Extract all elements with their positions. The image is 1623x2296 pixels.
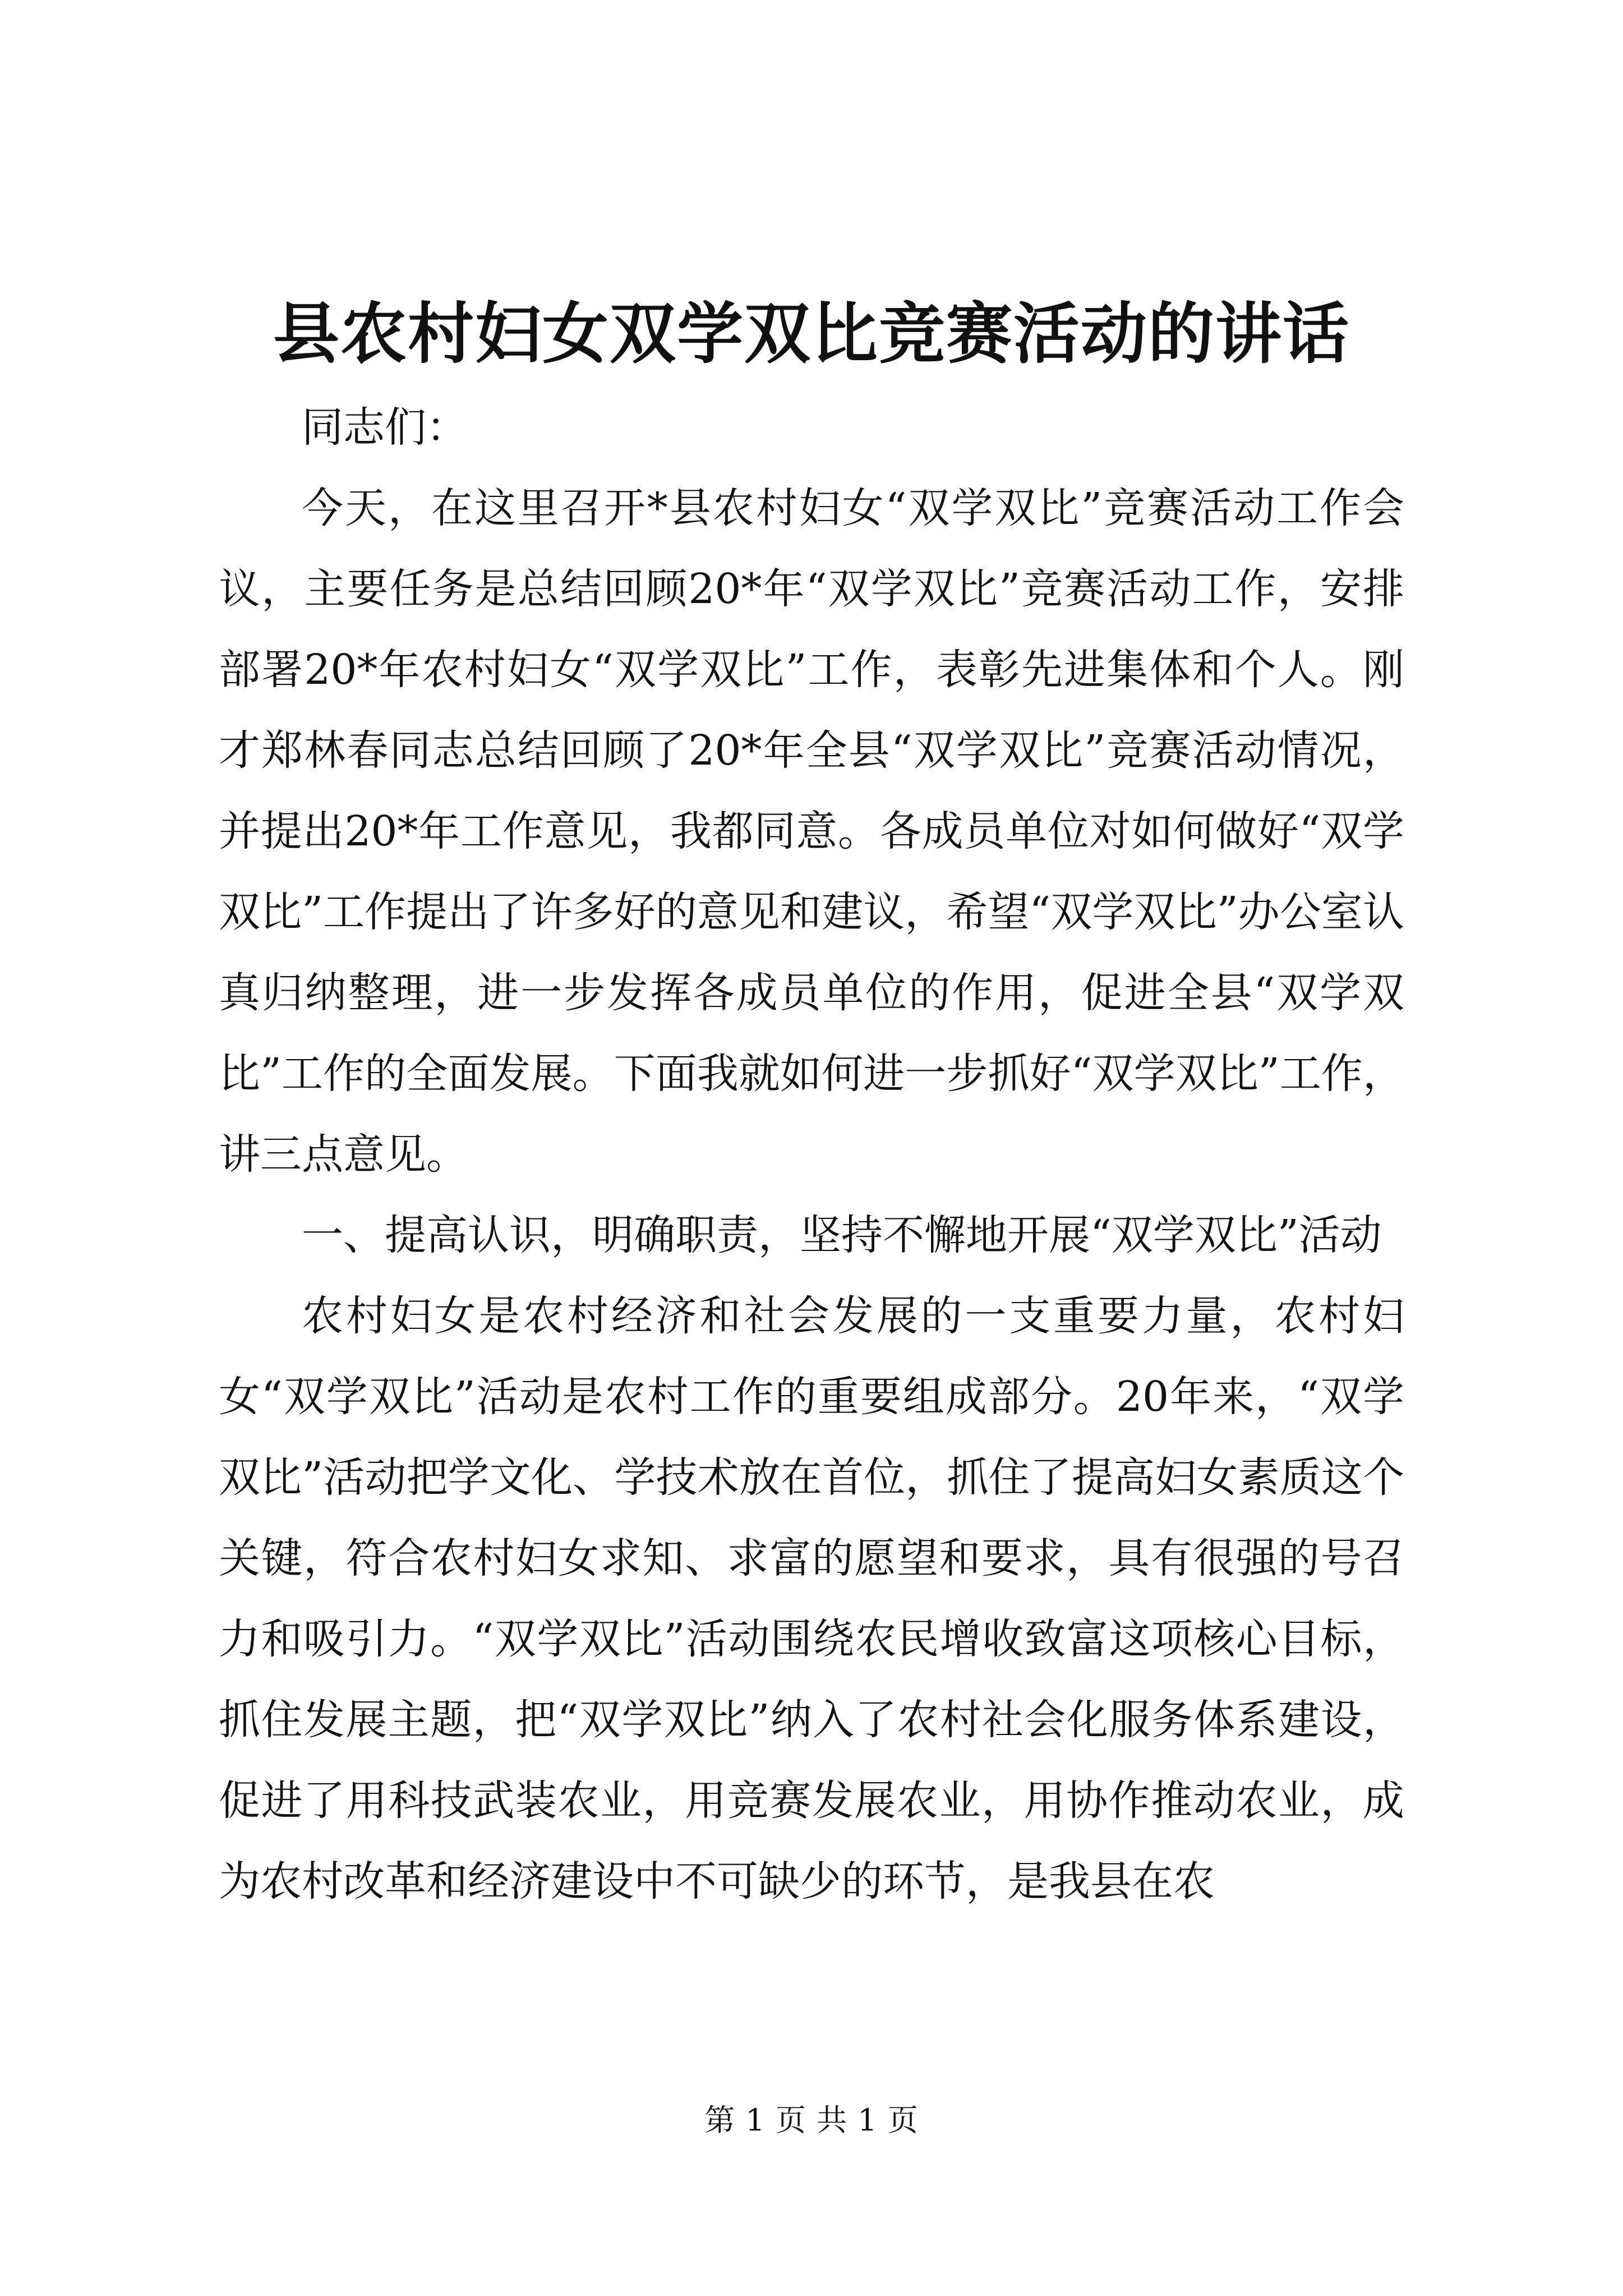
salutation: 同志们： [302, 403, 468, 452]
document-body [219, 387, 1404, 1922]
paragraph-section-1: 农村妇女是农村经济和社会发展的一支重要力量，农村妇女“双学双比”活动是农村工作的重要组成部分。20年来，“双学双比”活动把学文化、学技术放在首位，抓住了提高妇女素质这个关键，符合农村妇女求知、求富的愿望和要求，具有很强的号召力和吸引力。“双学双比”活动围绕农民增收致富这项核心目标，抓住发展主题，把“双学双比”纳入了农村社会化服务体系建设，促进了用科技武装农业，用竞赛发展农业，用协作推动农业，成为农村改革和经济建设中不可缺少的环节，是我县在农 [219, 1292, 1404, 1906]
section-heading-1: 一、提高认识，明确职责，坚持不懈地开展“双学双比”活动 [302, 1211, 1382, 1259]
paragraph-intro: 今天，在这里召开*县农村妇女“双学双比”竞赛活动工作会议，主要任务是总结回顾20*年“双学双比”竞赛活动工作，安排部署20*年农村妇女“双学双比”工作，表彰先进集体和个人。刚才郑林春同志总结回顾了20*年全县“双学双比”竞赛活动情况，并提出20*年工作意见，我都同意。各成员单位对如何做好“双学双比”工作提出了许多好的意见和建议，希望“双学双比”办公室认真归纳整理，进一步发挥各成员单位的作用，促进全县“双学双比”工作的全面发展。下面我就如何进一步抓好“双学双比”工作，讲三点意见。 [219, 484, 1404, 1179]
document-title: 县农村妇女双学双比竞赛活动的讲话 [273, 295, 1350, 372]
page-footer: 第 1 页 共 1 页 [704, 2102, 919, 2138]
